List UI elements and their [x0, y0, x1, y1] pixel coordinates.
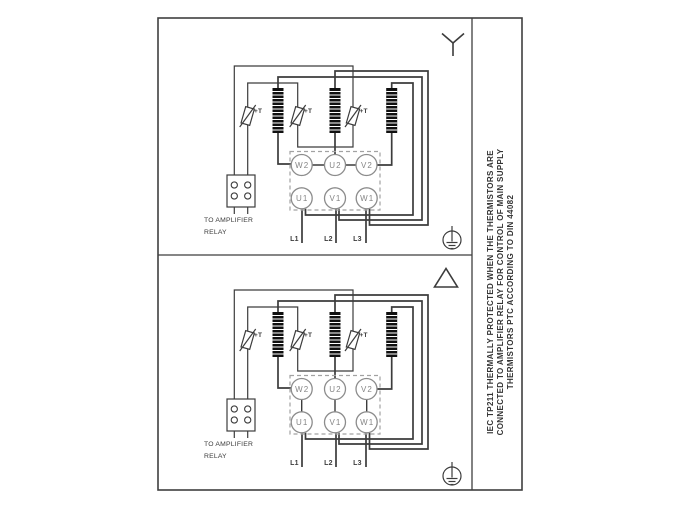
terminal-label-u1: U1 — [295, 418, 309, 428]
motor-winding-icon — [273, 88, 284, 133]
supply-label-l3: L3 — [353, 460, 362, 467]
terminal-label-w2: W2 — [295, 160, 310, 170]
motor-winding-icon — [386, 88, 397, 133]
terminal-label-w1: W1 — [360, 418, 375, 428]
terminal-label-v2: V2 — [361, 160, 373, 170]
terminal-label-u1: U1 — [295, 194, 309, 204]
amplifier-label: RELAY — [204, 453, 227, 460]
supply-label-l2: L2 — [324, 460, 333, 467]
sidebar-note-line1: IEC TP211 THERMALLY PROTECTED WHEN THE THERMISTORS ARE — [486, 150, 495, 434]
amplifier-label: TO AMPLIFIER — [204, 217, 254, 224]
supply-label-l1: L1 — [290, 460, 299, 467]
terminal-label-w1: W1 — [360, 194, 375, 204]
terminal-label-w2: W2 — [295, 384, 310, 394]
sidebar-note-line2: CONNECTED TO AMPLIFIER RELAY FOR CONTROL OF MAIN SUPPLY — [496, 148, 505, 436]
supply-label-l1: L1 — [290, 236, 299, 243]
thermistor-label: +T — [254, 108, 263, 115]
terminal-label-v1: V1 — [329, 194, 342, 204]
terminal-label-v2: V2 — [361, 384, 373, 394]
motor-winding-icon — [273, 312, 284, 357]
thermistor-label: +T — [359, 108, 368, 115]
motor-winding-icon — [386, 312, 397, 357]
motor-winding-icon — [330, 88, 341, 133]
motor-winding-icon — [330, 312, 341, 357]
amplifier-label: TO AMPLIFIER — [204, 441, 254, 448]
supply-label-l2: L2 — [324, 236, 333, 243]
terminal-label-u2: U2 — [329, 160, 342, 170]
sidebar-note-line3: THERMISTORS PTC ACCORDING TO DIN 44082 — [506, 194, 515, 390]
amplifier-label: RELAY — [204, 229, 227, 236]
thermistor-label: +T — [254, 332, 263, 339]
thermistor-label: +T — [304, 108, 313, 115]
terminal-label-u2: U2 — [329, 384, 342, 394]
supply-label-l3: L3 — [353, 236, 362, 243]
thermistor-label: +T — [359, 332, 368, 339]
terminal-label-v1: V1 — [329, 418, 342, 428]
thermistor-label: +T — [304, 332, 313, 339]
